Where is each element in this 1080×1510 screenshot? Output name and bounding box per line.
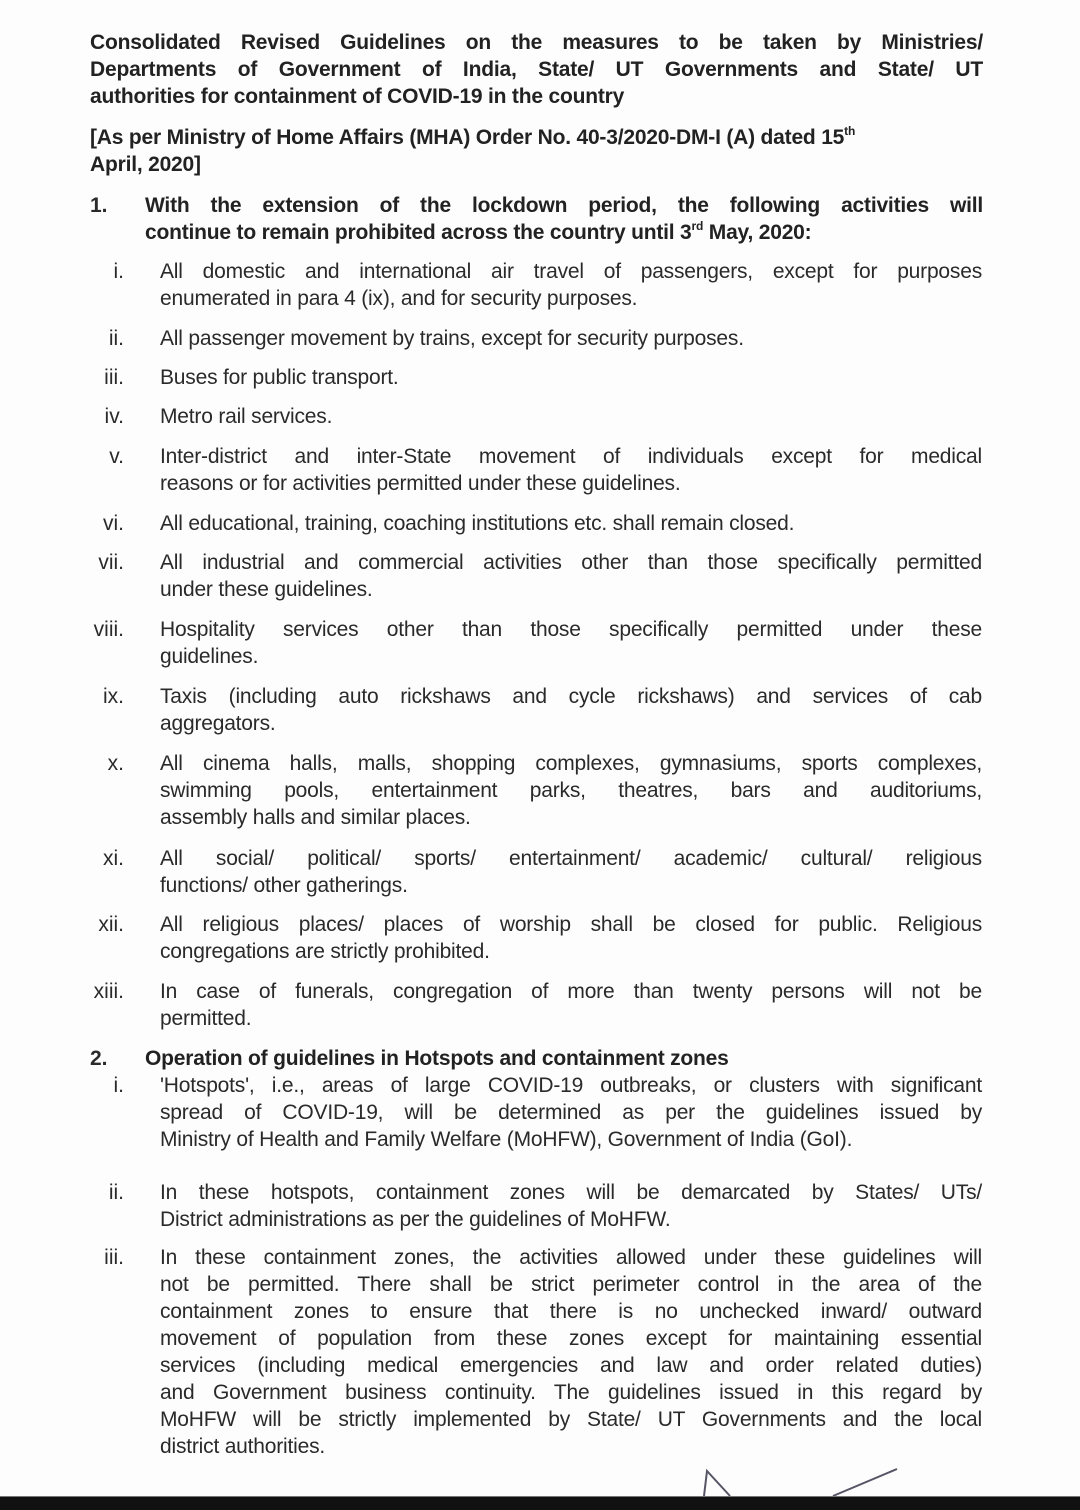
title-line: authorities for containment of COVID-19 in the country (90, 85, 625, 108)
item-text-line: functions/ other gatherings. (160, 874, 408, 897)
item-text-line: permitted. (160, 1007, 252, 1030)
title-line: Consolidated Revised Guidelines on the measures to be taken by Ministries/ (90, 31, 983, 54)
item-text-line: movement of population from these zones except for maintaining essential (160, 1327, 982, 1350)
item-text-line: Metro rail services. (160, 405, 333, 428)
item-text-line: assembly halls and similar places. (160, 806, 471, 829)
item-text-line: not be permitted. There shall be strict perimeter control in the area of the (160, 1273, 982, 1296)
item-text-line: and Government business continuity. The guidelines issued in this regard by (160, 1381, 982, 1404)
item-text-line: enumerated in para 4 (ix), and for security purposes. (160, 287, 638, 310)
item-text-line: All domestic and international air travel of passengers, except for purposes (160, 260, 982, 283)
screen-bottom-bar (0, 1496, 1080, 1510)
item-text-line: under these guidelines. (160, 578, 373, 601)
item-text-line: Hospitality services other than those specifically permitted under these (160, 618, 982, 641)
item-text-line: District administrations as per the guidelines of MoHFW. (160, 1208, 671, 1231)
title-line: Departments of Government of India, State/ UT Governments and State/ UT (90, 58, 983, 81)
item-numeral: x. (107, 752, 124, 775)
item-text-line: MoHFW will be strictly implemented by State/ UT Governments and the local (160, 1408, 982, 1431)
item-text-line: All industrial and commercial activities other than those specifically permitted (160, 551, 982, 574)
item-numeral: ii. (108, 327, 124, 350)
item-text-line: In case of funerals, congregation of more than twenty persons will not be (160, 980, 982, 1003)
item-text-line: containment zones to ensure that there is no unchecked inward/ outward (160, 1300, 982, 1323)
section-heading: With the extension of the lockdown period, the following activities will continue to remain prohibited across the country until 3rd May, 2020: (145, 194, 983, 244)
item-text-line: congregations are strictly prohibited. (160, 940, 490, 963)
section-number: 1. (90, 194, 108, 217)
item-numeral: ii. (108, 1181, 124, 1204)
section-number: 2. (90, 1047, 108, 1070)
item-text-line: All religious places/ places of worship shall be closed for public. Religious (160, 913, 982, 936)
item-text-line: All educational, training, coaching institutions etc. shall remain closed. (160, 512, 795, 535)
item-numeral: xi. (103, 847, 124, 870)
item-numeral: v. (109, 445, 124, 468)
item-text-line: spread of COVID-19, will be determined as per the guidelines issued by (160, 1101, 982, 1124)
item-text-line: services (including medical emergencies and law and order related duties) (160, 1354, 982, 1377)
item-text-line: All social/ political/ sports/ entertainment/ academic/ cultural/ religious (160, 847, 982, 870)
item-numeral: ix. (103, 685, 124, 708)
item-numeral: vi. (103, 512, 124, 535)
item-text-line: Buses for public transport. (160, 366, 399, 389)
item-text-line: Ministry of Health and Family Welfare (MoHFW), Government of India (GoI). (160, 1128, 853, 1151)
section-heading: Operation of guidelines in Hotspots and containment zones (145, 1047, 729, 1070)
item-numeral: xii. (98, 913, 124, 936)
item-text-line: All passenger movement by trains, except for security purposes. (160, 327, 744, 350)
item-text-line: In these hotspots, containment zones will be demarcated by States/ UTs/ (160, 1181, 982, 1204)
order-ref-line: [As per Ministry of Home Affairs (MHA) Order No. 40-3/2020-DM-I (A) dated 15th (90, 124, 856, 149)
item-numeral: i. (113, 1074, 124, 1097)
item-text-line: district authorities. (160, 1435, 326, 1458)
item-text-line: guidelines. (160, 645, 259, 668)
item-text-line: 'Hotspots', i.e., areas of large COVID-19 outbreaks, or clusters with significant (160, 1074, 982, 1097)
item-numeral: vii. (98, 551, 124, 574)
item-numeral: i. (113, 260, 124, 283)
item-text-line: Taxis (including auto rickshaws and cycle rickshaws) and services of cab (160, 685, 982, 708)
item-numeral: iii. (104, 366, 124, 389)
item-numeral: xiii. (93, 980, 124, 1003)
item-text-line: All cinema halls, malls, shopping complexes, gymnasiums, sports complexes, (160, 752, 982, 775)
order-ref-line: April, 2020] (90, 153, 201, 176)
item-text-line: In these containment zones, the activities allowed under these guidelines will (160, 1246, 982, 1269)
item-text-line: swimming pools, entertainment parks, theatres, bars and auditoriums, (160, 779, 982, 802)
item-numeral: iv. (104, 405, 124, 428)
item-text-line: Inter-district and inter-State movement of individuals except for medical (160, 445, 982, 468)
item-text-line: aggregators. (160, 712, 276, 735)
item-numeral: viii. (93, 618, 124, 641)
item-text-line: reasons or for activities permitted under these guidelines. (160, 472, 681, 495)
item-numeral: iii. (104, 1246, 124, 1269)
